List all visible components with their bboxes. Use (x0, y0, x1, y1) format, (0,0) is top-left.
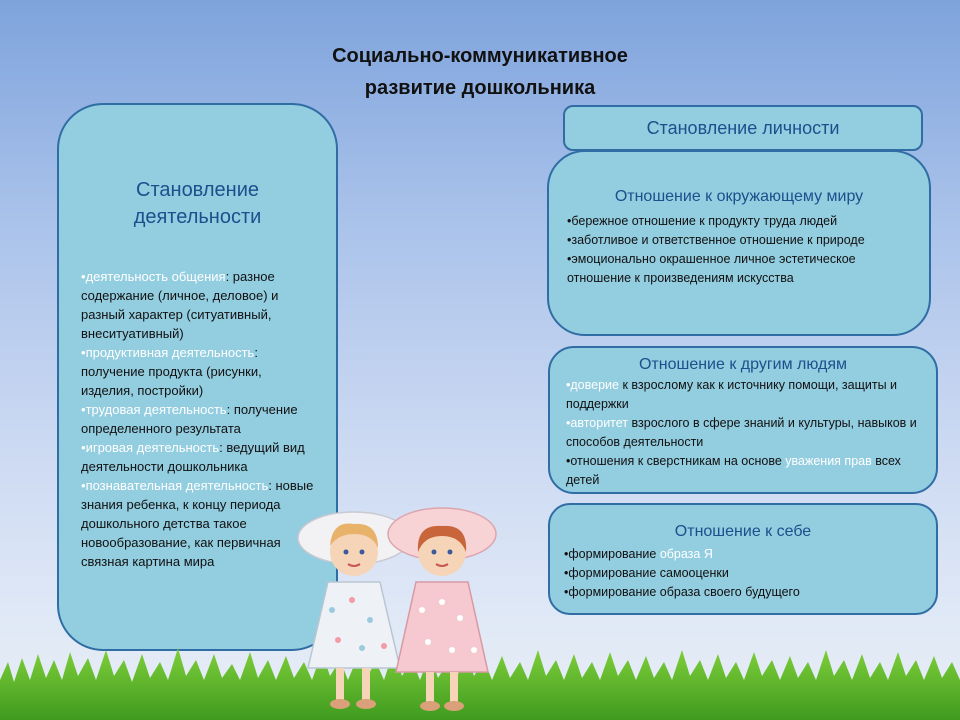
world-relation-title: Отношение к окружающему миру (614, 188, 864, 205)
list-item: •авторитет взрослого в сфере знаний и культуры, навыков и способов деятельности (566, 416, 917, 449)
list-item: •формирование образа своего будущего (564, 585, 800, 599)
activity-list (81, 267, 314, 571)
list-item: •игровая деятельность: ведущий вид деятельности дошкольника (81, 440, 305, 474)
list-item: •деятельность общения: разное содержание (личное, деловое) и разный характер (ситуативный, внеситуативный) (81, 269, 279, 341)
self-relation-title: Отношение к себе (674, 523, 812, 540)
personality-header-label: Становление личности (646, 117, 840, 138)
list-item: •бережное отношение к продукту труда людей (567, 214, 838, 228)
list-item: •продуктивная деятельность: получение продукта (рисунки, изделия, постройки) (81, 345, 262, 398)
world-relation-list (567, 212, 911, 288)
list-item: •формирование образа Я (564, 547, 713, 561)
dolls-illustration (292, 490, 512, 720)
world-relation-panel (547, 150, 931, 336)
page-title-line1: Социально-коммуникативное (332, 45, 628, 67)
list-item: •заботливое и ответственное отношение к природе (567, 233, 865, 247)
list-item: •формирование самооценки (564, 566, 729, 580)
personality-header (563, 105, 923, 151)
self-relation-panel (548, 503, 938, 615)
doll-right (388, 508, 496, 711)
self-relation-list (564, 545, 922, 602)
page-title (250, 40, 710, 104)
page-title-line2: развитие дошкольника (364, 77, 596, 99)
people-relation-list (566, 376, 920, 490)
list-item: •познавательная деятельность: новые знания ребенка, к концу периода дошкольного детства такое новообразование, как первичная связная картина мира (81, 478, 314, 569)
list-item: •доверие к взрослому как к источнику помощи, защиты и поддержки (566, 378, 898, 411)
list-item: •отношения к сверстникам на основе уважения прав всех детей (566, 454, 901, 487)
list-item: •эмоционально окрашенное личное эстетическое отношение к произведениям искусства (567, 252, 856, 285)
list-item: •трудовая деятельность: получение определенного результата (81, 402, 298, 436)
people-relation-title: Отношение к другим людям (638, 356, 848, 373)
people-relation-panel (548, 346, 938, 494)
activity-panel-title: Становление деятельности (133, 179, 262, 228)
